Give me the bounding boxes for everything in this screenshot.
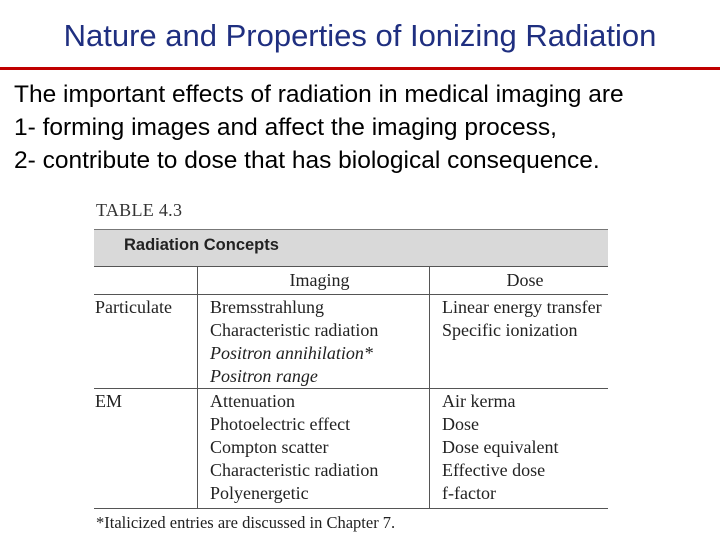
imaging-cell	[198, 389, 430, 509]
title-divider	[0, 67, 720, 70]
cell-entry: Bremsstrahlung	[210, 297, 324, 317]
row-label-em: EM	[94, 389, 198, 509]
cell-entry: Characteristic radiation	[210, 320, 379, 340]
slide-title: Nature and Properties of Ionizing Radiation	[63, 18, 657, 53]
cell-entry: Linear energy transfer	[442, 297, 602, 317]
cell-entry: Dose equivalent	[442, 437, 559, 457]
cell-entry: Effective dose	[442, 460, 546, 480]
cell-entry: Air kerma	[442, 391, 516, 411]
row-label-particulate: Particulate	[95, 297, 172, 317]
body-line-2: 2- contribute to dose that has biological consequence.	[14, 147, 600, 174]
cell-entry: Attenuation	[210, 391, 295, 411]
cell-entry: Polyenergetic	[210, 483, 309, 503]
table-heading: Radiation Concepts	[94, 229, 608, 266]
table-header-row	[94, 267, 608, 295]
imaging-cell	[198, 295, 430, 389]
body-line-1: 1- forming images and affect the imaging process,	[14, 114, 557, 141]
table-caption: TABLE 4.3	[96, 200, 183, 220]
cell-entry: Compton scatter	[210, 437, 329, 457]
column-header-dose: Dose	[430, 267, 609, 295]
radiation-concepts-table	[94, 229, 608, 509]
table-grid	[94, 266, 608, 509]
table-row	[94, 295, 608, 389]
table-row	[94, 389, 608, 509]
slide-body	[14, 78, 714, 177]
cell-entry: f-factor	[442, 483, 496, 503]
column-header-category	[94, 267, 198, 295]
cell-entry: Dose	[442, 414, 479, 434]
body-line-intro: The important effects of radiation in medical imaging are	[14, 81, 624, 108]
table-footnote: *Italicized entries are discussed in Chapter 7.	[96, 513, 396, 532]
cell-entry: Specific ionization	[442, 320, 578, 340]
cell-entry: Characteristic radiation	[210, 460, 379, 480]
cell-entry-italic: Positron annihilation*	[210, 343, 373, 363]
column-header-imaging: Imaging	[198, 267, 430, 295]
cell-entry: Photoelectric effect	[210, 414, 351, 434]
dose-cell	[430, 389, 609, 509]
cell-entry-italic: Positron range	[210, 366, 318, 386]
dose-cell	[430, 295, 609, 389]
